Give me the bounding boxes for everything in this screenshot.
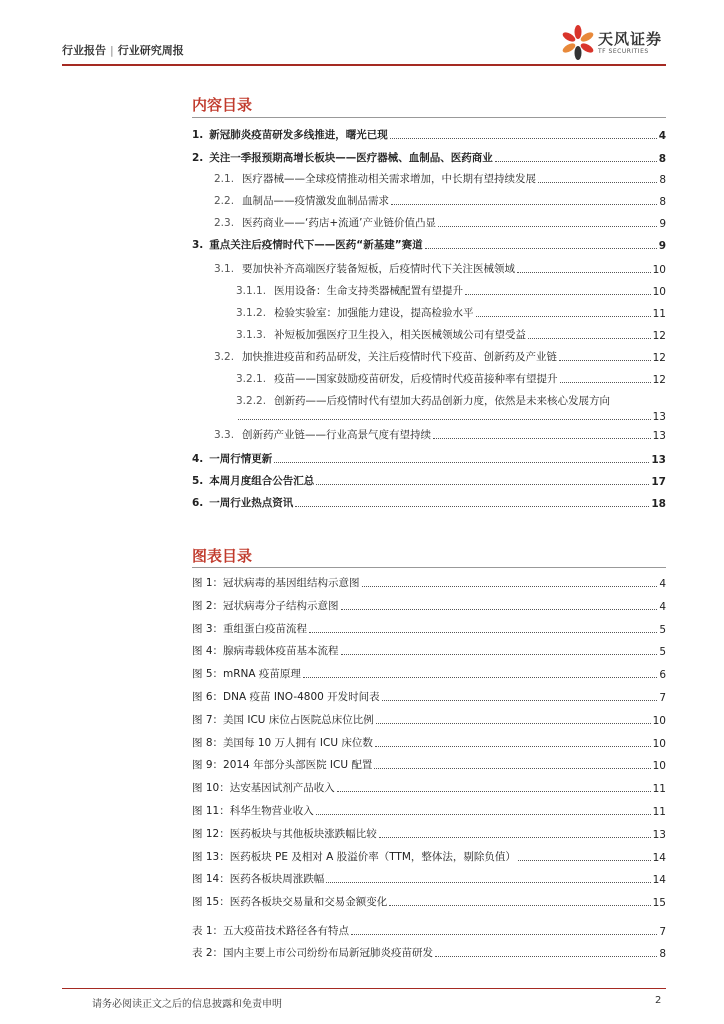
report-category (62, 42, 184, 58)
entry-page: 7 (659, 926, 666, 938)
toc-entry[interactable] (192, 889, 666, 909)
toc-entry[interactable] (192, 684, 666, 704)
entry-number: 2. (192, 152, 204, 164)
page-number: 2 (655, 995, 662, 1006)
entry-label: 表 2：国内主要上市公司纷纷布局新冠肺炎疫苗研发 (192, 947, 434, 959)
dot-leader (351, 934, 657, 935)
toc-entry[interactable] (192, 570, 666, 590)
entry-page: 9 (659, 218, 666, 230)
toc-entry[interactable] (214, 166, 666, 186)
toc-entry[interactable] (236, 278, 666, 298)
entry-page: 14 (652, 874, 666, 887)
entry-page: 17 (651, 476, 666, 488)
toc-entry[interactable] (192, 775, 666, 795)
toc-entry[interactable] (192, 616, 666, 636)
entry-label: 新冠肺炎疫苗研发多线推进，曙光已现 (209, 129, 388, 141)
entry-page: 13 (651, 454, 666, 466)
entry-label: 图 12：医药板块与其他板块涨跌幅比较 (192, 827, 377, 840)
entry-number: 3.1. (214, 263, 235, 275)
dot-leader (326, 882, 650, 883)
entry-page: 9 (658, 240, 666, 252)
entry-label: 图 9：2014 年部分头部医院 ICU 配置 (192, 759, 373, 772)
entry-label: 检验实验室：加强能力建设，提高检验水平 (274, 307, 474, 319)
toc-entry[interactable] (214, 256, 666, 276)
entry-label: 加快推进疫苗和药品研发，关注后疫情时代下疫苗、创新药及产业链 (242, 351, 558, 363)
figures-title: 图表目录 (192, 547, 253, 565)
entry-label: 重点关注后疫情时代下——医药“新基建”赛道 (209, 239, 423, 251)
entry-page: 4 (658, 130, 666, 142)
category-label: 行业报告 (62, 44, 106, 57)
entry-page: 8 (659, 948, 666, 960)
toc-entry[interactable] (192, 122, 666, 142)
header-divider (62, 64, 666, 66)
dot-leader (518, 860, 651, 861)
entry-label: 疫苗——国家鼓励疫苗研发，后疫情时代疫苗接种率有望提升 (274, 373, 558, 385)
entry-label: 图 8：美国每 10 万人拥有 ICU 床位数 (192, 736, 373, 749)
dot-leader (465, 294, 651, 295)
dot-leader (375, 746, 651, 747)
dot-leader (337, 791, 651, 792)
dot-leader (528, 338, 651, 339)
entry-page: 10 (652, 737, 666, 750)
toc-entry[interactable] (192, 145, 666, 165)
entry-label: 图 4：腺病毒载体疫苗基本流程 (192, 645, 339, 658)
entry-number: 2.3. (214, 217, 235, 229)
toc-entry[interactable] (192, 730, 666, 750)
entry-page: 11 (652, 308, 666, 320)
entry-label: 本周月度组合公告汇总 (209, 475, 315, 487)
entry-page: 4 (659, 578, 666, 590)
entry-label: 表 1：五大疫苗技术路径各有特点 (192, 925, 350, 937)
toc-entry[interactable] (192, 232, 666, 252)
logo-text: 天风证券 (598, 30, 663, 48)
dot-leader (238, 419, 651, 420)
entry-label: 要加快补齐高端医疗装备短板，后疫情时代下关注医械领域 (242, 263, 516, 275)
toc-entry[interactable] (192, 844, 666, 864)
entry-label: 创新药——后疫情时代有望加大药品创新力度，依然是未来核心发展方向 (274, 395, 611, 407)
entry-page: 15 (652, 897, 666, 910)
dot-leader (362, 586, 658, 587)
dot-leader (274, 462, 649, 463)
entry-page: 10 (652, 760, 666, 773)
toc-entry[interactable] (192, 918, 666, 938)
entry-label: 图 10：达安基因试剂产品收入 (192, 782, 335, 795)
toc-entry[interactable] (192, 446, 666, 466)
entry-number: 2.1. (214, 173, 235, 185)
entry-page: 13 (652, 411, 666, 423)
dot-leader (435, 956, 657, 957)
dot-leader (376, 723, 651, 724)
entry-number: 3.2. (214, 351, 235, 363)
category-separator: | (110, 44, 114, 57)
toc-entry-continued[interactable] (236, 403, 666, 423)
entry-label: 图 5：mRNA 疫苗原理 (192, 668, 301, 681)
toc-entry[interactable] (236, 366, 666, 386)
entry-page: 7 (659, 692, 666, 704)
entry-number: 3.1.2. (236, 307, 267, 319)
toc-entry[interactable] (192, 490, 666, 510)
dot-leader (316, 814, 651, 815)
entry-label: 图 1：冠状病毒的基因组结构示意图 (192, 577, 360, 589)
entry-page: 4 (659, 600, 666, 613)
toc-entry[interactable] (192, 940, 666, 960)
toc-entry[interactable] (214, 344, 666, 364)
dot-leader (379, 837, 651, 838)
entry-number: 4. (192, 453, 204, 465)
entry-label: 血制品——疫情激发血制品需求 (242, 195, 390, 207)
entry-page: 18 (651, 498, 666, 510)
entry-page: 12 (652, 374, 666, 386)
entry-label: 医疗器械——全球疫情推动相关需求增加，中长期有望持续发展 (242, 173, 537, 185)
toc-entry[interactable] (192, 798, 666, 818)
entry-label: 图 13：医药板块 PE 及相对 A 股溢价率（TTM，整体法，剔除负值） (192, 850, 516, 863)
dot-leader (316, 484, 649, 485)
toc-entry[interactable] (236, 322, 666, 342)
entry-page: 12 (652, 330, 666, 342)
toc-entry[interactable] (192, 752, 666, 772)
entry-page: 8 (659, 196, 666, 208)
entry-number: 2.2. (214, 195, 235, 207)
dot-leader (495, 161, 657, 162)
entry-number: 3.2.1. (236, 373, 267, 385)
toc-entry[interactable] (192, 593, 666, 613)
dot-leader (476, 316, 651, 317)
dot-leader (389, 905, 650, 906)
dot-leader (559, 360, 651, 361)
entry-page: 5 (659, 646, 666, 659)
entry-label: 补短板加强医疗卫生投入，相关医械领域公司有望受益 (274, 329, 527, 341)
dot-leader (538, 182, 657, 183)
entry-label: 图 2：冠状病毒分子结构示意图 (192, 599, 339, 612)
entry-number: 3.1.1. (236, 285, 267, 297)
entry-label: 关注一季报预期高增长板块——医疗器械、血制品、医药商业 (209, 152, 493, 164)
toc-entry[interactable] (192, 638, 666, 658)
footer-disclaimer: 请务必阅读正文之后的信息披露和免责申明 (92, 999, 282, 1010)
footer-divider (62, 988, 666, 989)
entry-number: 3.1.3. (236, 329, 267, 341)
dot-leader (341, 654, 658, 655)
toc-entry[interactable] (214, 210, 666, 230)
dot-leader (295, 506, 649, 507)
entry-number: 3.3. (214, 429, 235, 441)
toc-entry[interactable] (214, 422, 666, 442)
entry-page: 5 (659, 623, 666, 636)
entry-page: 6 (659, 669, 666, 682)
entry-page: 8 (658, 153, 666, 165)
dot-leader (425, 248, 657, 249)
figures-title-divider (192, 567, 666, 568)
toc-entry[interactable] (214, 188, 666, 208)
logo-subtext: TF SECURITIES (598, 48, 649, 55)
dot-leader (374, 768, 650, 769)
entry-number: 6. (192, 497, 204, 509)
dot-leader (309, 632, 657, 633)
entry-page: 10 (652, 714, 666, 727)
toc-title-divider (192, 117, 666, 118)
entry-label: 图 14：医药各板块周涨跌幅 (192, 873, 325, 886)
entry-page: 13 (652, 828, 666, 841)
toc-entry[interactable] (192, 821, 666, 841)
dot-leader (560, 382, 651, 383)
entry-page: 11 (652, 783, 666, 796)
dot-leader (438, 226, 657, 227)
entry-number: 5. (192, 475, 204, 487)
entry-label: 图 3：重组蛋白疫苗流程 (192, 622, 308, 635)
toc-entry[interactable] (192, 468, 666, 488)
entry-number: 3. (192, 239, 204, 251)
entry-label: 图 7：美国 ICU 床位占医院总床位比例 (192, 713, 374, 726)
entry-label: 一周行业热点资讯 (209, 497, 294, 509)
entry-label: 图 11：科华生物营业收入 (192, 805, 314, 817)
toc-entry[interactable] (192, 707, 666, 727)
entry-label: 医药商业——‘药店+流通’产业链价值凸显 (242, 217, 437, 229)
toc-title: 内容目录 (192, 96, 253, 114)
entry-label: 创新药产业链——行业高景气度有望持续 (242, 429, 432, 441)
entry-number: 1. (192, 129, 204, 141)
toc-entry[interactable] (192, 866, 666, 886)
entry-label: 一周行情更新 (209, 453, 273, 465)
entry-page: 13 (652, 430, 666, 442)
dot-leader (391, 204, 657, 205)
entry-page: 10 (652, 264, 666, 276)
toc-entry[interactable] (192, 661, 666, 681)
dot-leader (433, 438, 651, 439)
dot-leader (382, 700, 658, 701)
entry-label: 图 15：医药各板块交易量和交易金额变化 (192, 896, 388, 909)
entry-page: 8 (659, 174, 666, 186)
dot-leader (390, 138, 657, 139)
entry-page: 14 (652, 851, 666, 864)
toc-entry[interactable] (236, 300, 666, 320)
dot-leader (517, 272, 651, 273)
entry-page: 10 (652, 286, 666, 298)
dot-leader (303, 677, 657, 678)
subcategory-label: 行业研究周报 (117, 44, 184, 57)
entry-page: 12 (652, 352, 666, 364)
dot-leader (341, 609, 658, 610)
entry-number: 3.2.2. (236, 395, 267, 407)
entry-label: 图 6：DNA 疫苗 INO-4800 开发时间表 (192, 691, 380, 703)
entry-label: 医用设备：生命支持类器械配置有望提升 (274, 285, 464, 297)
entry-page: 11 (652, 806, 666, 818)
